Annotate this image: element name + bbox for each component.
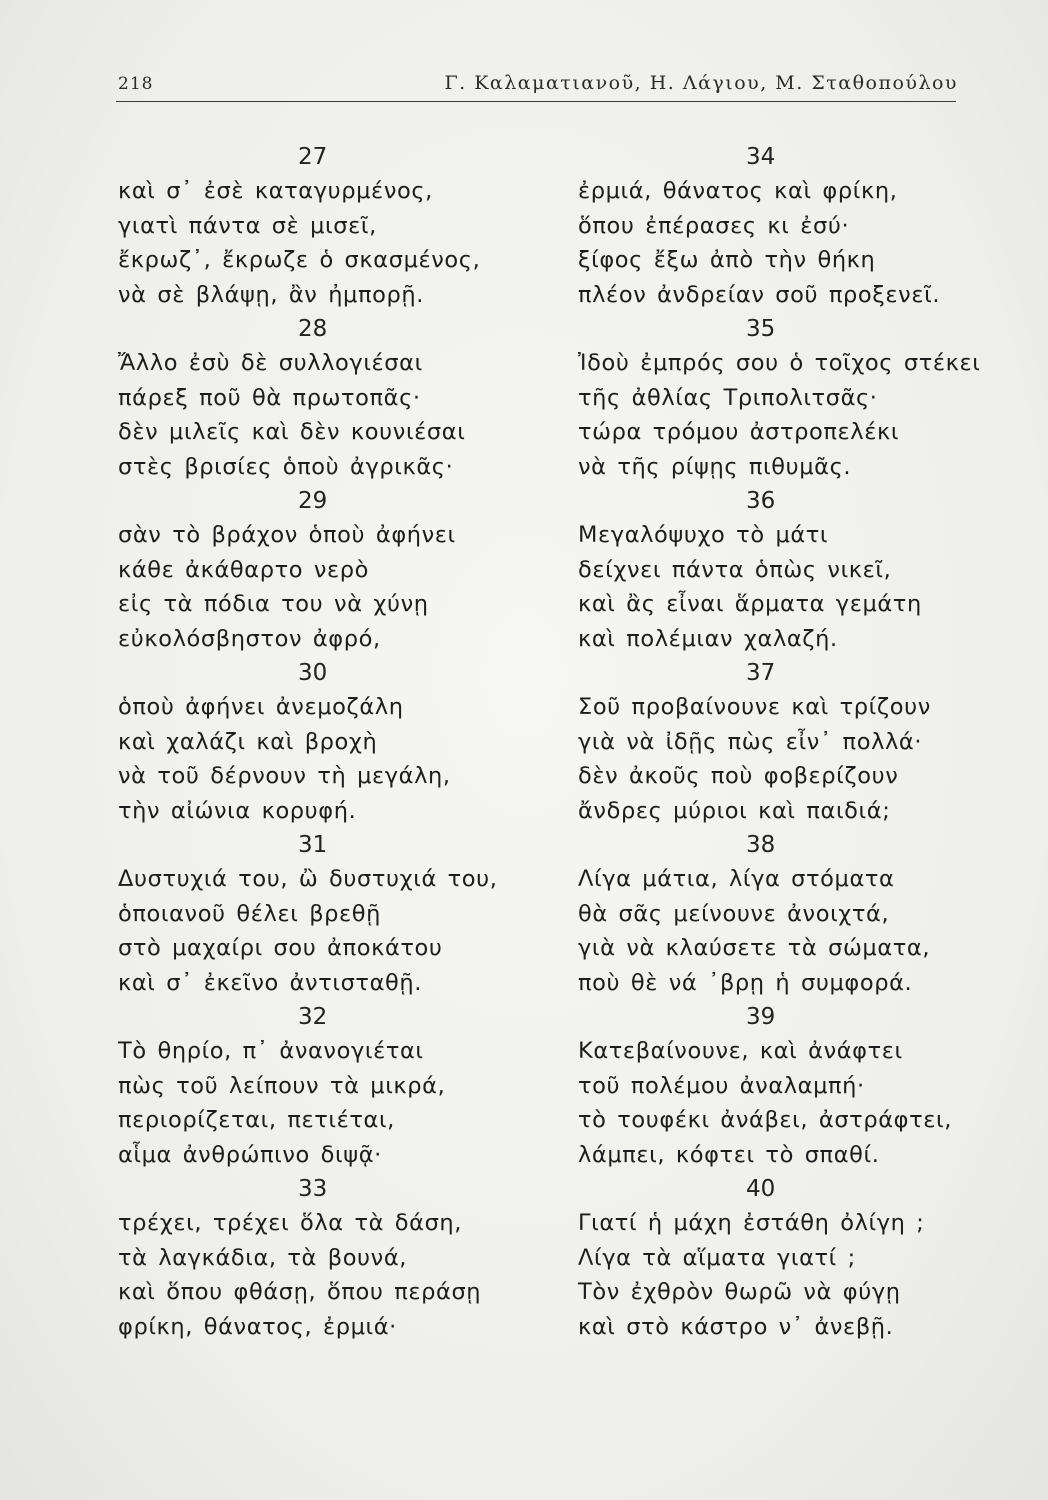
verse-line: δείχνει πάντα ὁπὼς νικεῖ,	[578, 556, 892, 583]
verse-line: Τὸ θηρίο, π᾽ ἀνανογιέται	[118, 1038, 424, 1064]
verse-line: νὰ τῆς ρίψῃς πιθυμᾶς.	[578, 453, 852, 480]
stanza	[118, 140, 518, 312]
stanza-number: 40	[746, 1176, 776, 1202]
verse-line: καὶ χαλάζι καὶ βροχὴ	[118, 728, 378, 755]
verse-line: στὲς βρισίες ὁποὺ ἀγρικᾶς·	[118, 453, 454, 480]
stanza	[578, 140, 968, 312]
verse-line: κάθε ἀκάθαρτο νερὸ	[118, 556, 370, 583]
verse-line: περιορίζεται, πετιέται,	[118, 1107, 395, 1133]
stanza	[578, 312, 981, 484]
verse-line: Δυστυχιά του, ὢ δυστυχιά του,	[118, 866, 498, 892]
page-header	[118, 70, 958, 102]
verse-line: πλέον ἀνδρείαν σοῦ προξενεῖ.	[578, 281, 941, 308]
stanza-number: 27	[298, 144, 328, 170]
verse-line: δὲν μιλεῖς καὶ δὲν κουνιέσαι	[118, 419, 466, 445]
stanza-number: 31	[298, 832, 328, 858]
stanza-number: 33	[298, 1176, 328, 1202]
stanza-number: 28	[298, 316, 328, 342]
verse-line: φρίκη, θάνατος, ἐρμιά·	[118, 1313, 397, 1340]
verse-line: ὅπου ἐπέρασες κι ἐσύ·	[578, 212, 850, 239]
verse-line: γιὰ νὰ κλαύσετε τὰ σώματα,	[578, 935, 931, 961]
verse-line: καὶ πολέμιαν χαλαζή.	[578, 625, 838, 652]
verse-line: στὸ μαχαίρι σου ἀποκάτου	[118, 935, 443, 961]
verse-line: ἔκρωζ᾽, ἔκρωζε ὁ σκασμένος,	[118, 247, 481, 273]
verse-line: εὐκολόσβηστον ἀφρό,	[118, 625, 381, 652]
verse-line: Κατεβαίνουνε, καὶ ἀνάφτει	[578, 1038, 903, 1064]
verse-line: τὴν αἰώνια κορυφή.	[118, 797, 357, 824]
verse-line: νὰ τοῦ δέρνουν τὴ μεγάλη,	[118, 763, 451, 789]
verse-line: εἰς τὰ πόδια του νὰ χύνῃ	[118, 591, 429, 617]
verse-line: λάμπει, κόφτει τὸ σπαθί.	[578, 1141, 880, 1168]
stanza	[118, 1000, 518, 1172]
verse-line: τρέχει, τρέχει ὅλα τὰ δάση,	[118, 1210, 463, 1236]
verse-line: ποὺ θὲ νά ᾽βρῃ ἡ συμφορά.	[578, 969, 913, 996]
stanza	[118, 484, 518, 656]
verse-line: Τὸν ἐχθρὸν θωρῶ νὰ φύγῃ	[578, 1279, 901, 1305]
verse-line: δὲν ἀκοῦς ποὺ φοβερίζουν	[578, 763, 899, 789]
stanza-number: 35	[746, 316, 776, 342]
verse-line: Λίγα τὰ αἵματα γιατί ;	[578, 1244, 856, 1271]
verse-line: καὶ σ᾽ ἐσὲ καταγυρμένος,	[118, 178, 433, 204]
verse-line: Σοῦ προβαίνουνε καὶ τρίζουν	[578, 694, 931, 720]
verse-line: Ἄλλο ἐσὺ δὲ συλλογιέσαι	[118, 350, 423, 376]
verse-line: Μεγαλόψυχο τὸ μάτι	[578, 522, 829, 548]
stanza	[578, 828, 968, 1000]
verse-line: ὁποιανοῦ θέλει βρεθῇ	[118, 900, 382, 927]
verse-line: πὼς τοῦ λείπουν τὰ μικρά,	[118, 1072, 446, 1099]
stanza	[578, 484, 968, 656]
verse-line: καὶ ὅπου φθάσῃ, ὅπου περάσῃ	[118, 1279, 482, 1305]
verse-line: καὶ ἂς εἶναι ἅρματα γεμάτη	[578, 591, 922, 617]
verse-line: τῆς ἀθλίας Τριπολιτσᾶς·	[578, 384, 878, 411]
stanza-number: 34	[746, 144, 776, 170]
verse-line: ξίφος ἔξω ἀπὸ τὴν θήκη	[578, 247, 876, 273]
verse-line: τὸ τουφέκι ἀνάβει, ἀστράφτει,	[578, 1107, 952, 1133]
verse-line: Γιατί ἡ μάχη ἐστάθη ὀλίγη ;	[578, 1210, 925, 1236]
running-head: Γ. Καλαματιανοῦ, Η. Λάγιου, Μ. Σταθοπούλου	[444, 72, 958, 94]
stanza-number: 36	[746, 488, 776, 514]
verse-line: αἷμα ἀνθρώπινο διψᾷ·	[118, 1141, 382, 1168]
stanza-number: 32	[298, 1004, 328, 1030]
stanza-number: 37	[746, 660, 776, 686]
verse-line: τώρα τρόμου ἀστροπελέκι	[578, 419, 900, 445]
verse-line: γιὰ νὰ ἰδῇς πὼς εἶν᾽ πολλά·	[578, 728, 923, 755]
page-number: 218	[118, 74, 154, 94]
verse-line: πάρεξ ποῦ θὰ πρωτοπᾶς·	[118, 384, 421, 411]
verse-line: τοῦ πολέμου ἀναλαμπή·	[578, 1072, 865, 1099]
verse-line: θὰ σᾶς μείνουνε ἀνοιχτά,	[578, 900, 890, 927]
stanza	[578, 1172, 968, 1344]
right-column	[578, 140, 981, 1344]
verse-line: Ἰδοὺ ἐμπρός σου ὁ τοῖχος στέκει	[578, 350, 981, 376]
stanza	[118, 656, 518, 828]
stanza	[578, 1000, 968, 1172]
verse-line: Λίγα μάτια, λίγα στόματα	[578, 866, 895, 892]
stanza	[118, 828, 518, 1000]
verse-line: νὰ σὲ βλάψῃ, ἂν ἠμπορῇ.	[118, 281, 424, 308]
stanza-number: 38	[746, 832, 776, 858]
verse-line: σὰν τὸ βράχον ὁποὺ ἀφήνει	[118, 522, 456, 548]
stanza-number: 39	[746, 1004, 776, 1030]
left-column	[118, 140, 518, 1344]
stanza	[118, 1172, 518, 1344]
stanza-number: 29	[298, 488, 328, 514]
header-rule	[116, 101, 956, 102]
verse-line: καὶ σ᾽ ἐκεῖνο ἀντισταθῇ.	[118, 969, 422, 996]
verse-line: ἐρμιά, θάνατος καὶ φρίκη,	[578, 178, 898, 204]
verse-line: ἄνδρες μύριοι καὶ παιδιά;	[578, 797, 891, 824]
verse-line: ὁποὺ ἀφήνει ἀνεμοζάλη	[118, 694, 404, 720]
stanza	[578, 656, 968, 828]
stanza-number: 30	[298, 660, 328, 686]
verse-line: γιατὶ πάντα σὲ μισεῖ,	[118, 212, 377, 239]
verse-line: καὶ στὸ κάστρο ν᾽ ἀνεβῇ.	[578, 1313, 894, 1340]
stanza	[118, 312, 518, 484]
verse-line: τὰ λαγκάδια, τὰ βουνά,	[118, 1244, 408, 1271]
